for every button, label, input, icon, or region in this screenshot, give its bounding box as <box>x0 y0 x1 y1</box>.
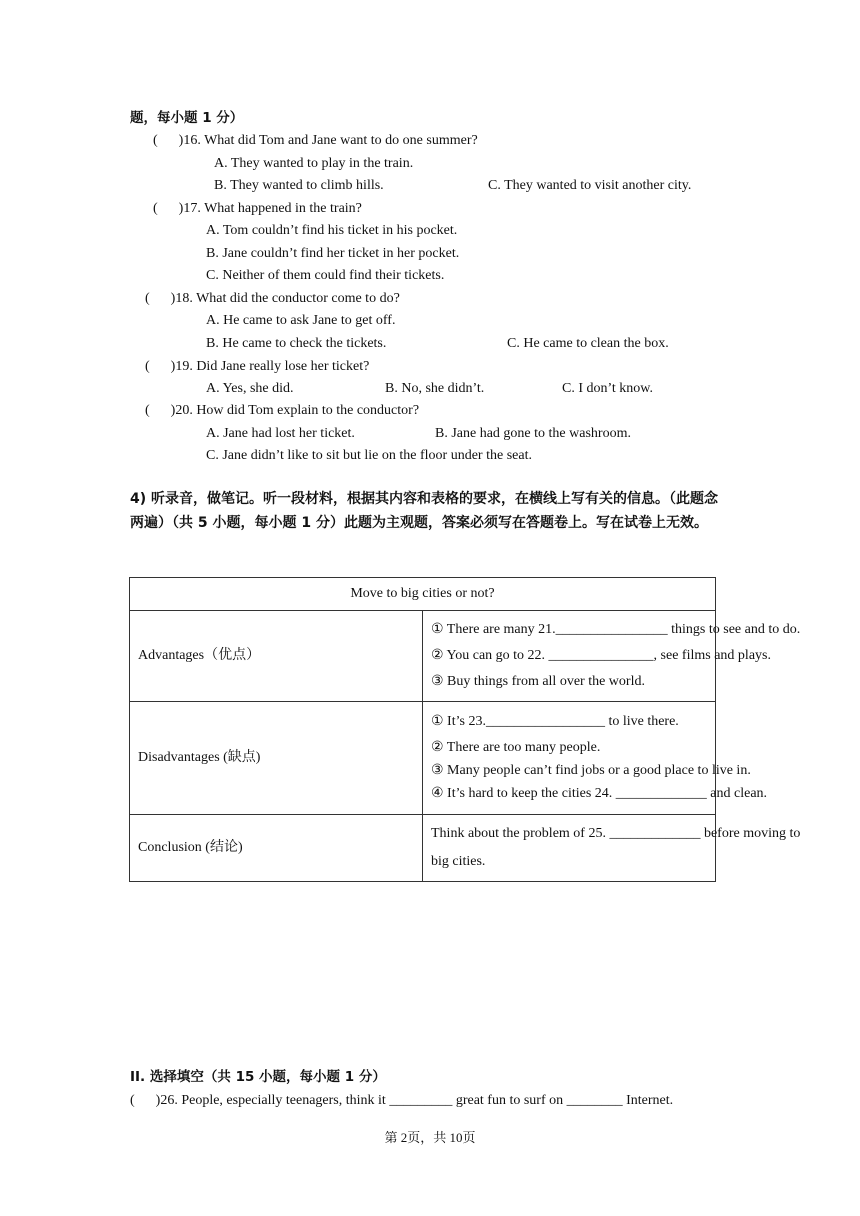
advantage-item-1: ① There are many 21.________________ things to see and to do. <box>431 622 801 637</box>
advantages-label: Advantages（优点） <box>130 611 423 702</box>
question-17-option-a: A. Tom couldn’t find his ticket in his pocket. <box>206 223 458 238</box>
question-17-option-c: C. Neither of them could find their tickets. <box>206 268 445 283</box>
page-footer: 第 2页，共 10页 <box>384 1130 476 1145</box>
question-18-option-a: A. He came to ask Jane to get off. <box>206 313 396 328</box>
table-title-row <box>130 578 716 611</box>
question-16-stem: ( )16. What did Tom and Jane want to do one summer? <box>153 133 478 148</box>
table-title: Move to big cities or not? <box>130 578 716 611</box>
question-20-option-b: B. Jane had gone to the washroom. <box>435 426 631 441</box>
question-17-option-b: B. Jane couldn’t find her ticket in her pocket. <box>206 246 460 261</box>
question-19-stem: ( )19. Did Jane really lose her ticket? <box>145 359 370 374</box>
advantage-item-3: ③ Buy things from all over the world. <box>431 674 645 689</box>
advantages-cell <box>423 611 801 702</box>
advantages-row <box>130 611 716 702</box>
question-16-option-c: C. They wanted to visit another city. <box>488 178 692 193</box>
question-18-option-b: B. He came to check the tickets. <box>206 336 387 351</box>
conclusion-cell <box>423 815 801 882</box>
section-4-instruction: 4) 听录音，做笔记。听一段材料，根据其内容和表格的要求，在横线上写有关的信息。（此题念两遍）（共 5 小题，每小题 1 分）此题为主观题，答案必须写在答题卷上。写在试卷上无效。 <box>130 491 719 531</box>
disadvantage-item-4: ④ It’s hard to keep the cities 24. _____________ and clean. <box>431 786 768 801</box>
section-2-heading: II. 选择填空（共 15 小题，每小题 1 分） <box>130 1069 386 1085</box>
disadvantage-item-2: ② There are too many people. <box>431 740 601 755</box>
question-20-stem: ( )20. How did Tom explain to the conductor? <box>145 403 420 418</box>
question-17-stem: ( )17. What happened in the train? <box>153 201 362 216</box>
disadvantage-item-3: ③ Many people can’t find jobs or a good place to live in. <box>431 763 751 778</box>
notes-table <box>129 577 801 882</box>
question-16-option-a: A. They wanted to play in the train. <box>214 156 414 171</box>
advantage-item-2: ② You can go to 22. _______________, see films and plays. <box>431 648 771 663</box>
question-19-option-b: B. No, she didn’t. <box>385 381 485 396</box>
question-18-option-c: C. He came to clean the box. <box>507 336 669 351</box>
disadvantages-cell <box>423 702 768 815</box>
question-18-stem: ( )18. What did the conductor come to do? <box>145 291 400 306</box>
question-16-option-b: B. They wanted to climb hills. <box>214 178 384 193</box>
question-26-stem: ( )26. People, especially teenagers, think it _________ great fun to surf on ________ Internet. <box>130 1093 674 1108</box>
question-20-option-a: A. Jane had lost her ticket. <box>206 426 355 441</box>
disadvantages-row <box>130 702 716 815</box>
question-19-option-a: A. Yes, she did. <box>206 381 294 396</box>
conclusion-label: Conclusion (结论) <box>130 815 423 882</box>
conclusion-row <box>130 815 716 882</box>
section-heading-tail: 题，每小题 1 分） <box>130 110 244 126</box>
question-19-option-c: C. I don’t know. <box>562 381 653 396</box>
conclusion-line-1: Think about the problem of 25. _____________ before moving to <box>431 826 801 841</box>
question-20-option-c: C. Jane didn’t like to sit but lie on the floor under the seat. <box>206 448 532 463</box>
conclusion-line-2: big cities. <box>431 854 486 869</box>
disadvantage-item-1: ① It’s 23._________________ to live there. <box>431 714 679 729</box>
disadvantages-label: Disadvantages (缺点) <box>130 702 423 815</box>
